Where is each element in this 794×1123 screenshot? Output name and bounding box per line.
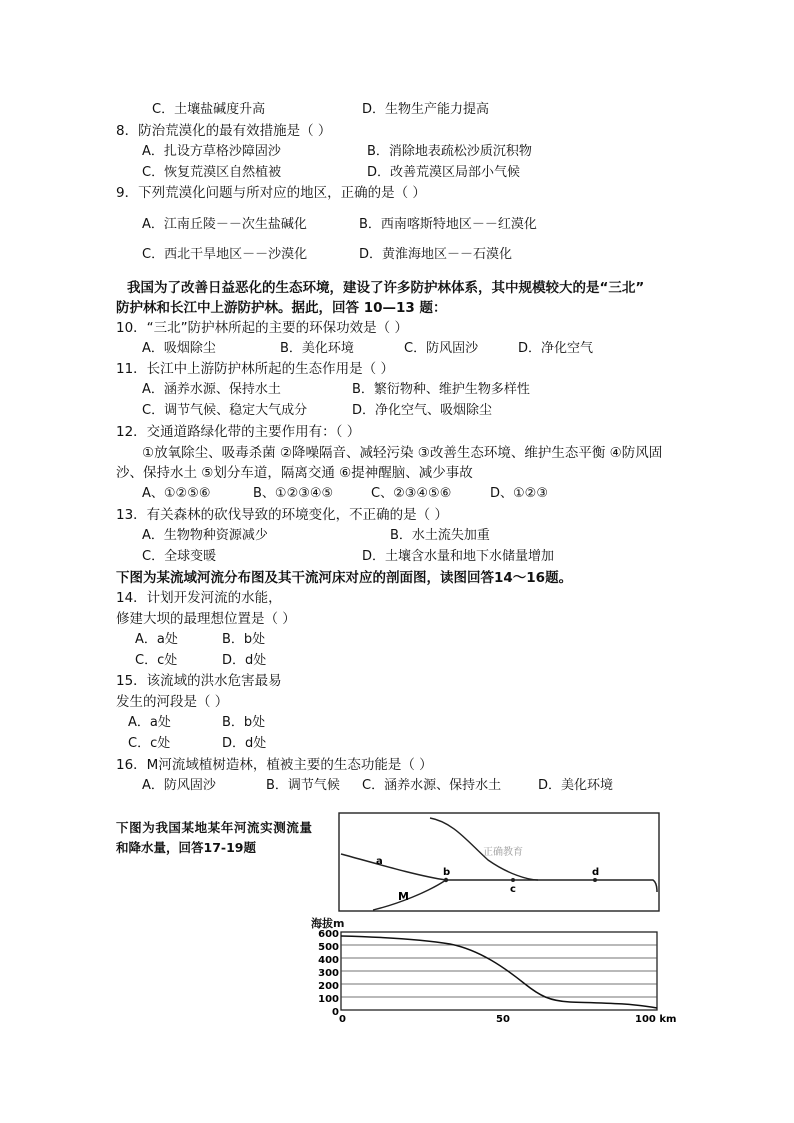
q12-option-c: C、②③④⑤⑥ [371,486,452,501]
ytick-300: 300 [318,968,339,979]
q7-option-d: D．生物生产能力提高 [362,102,490,117]
q10-stem: 10．“三北”防护林所起的主要的环保功效是（ ） [116,320,408,336]
section-intro-17-19: 下图为我国某地某年河流实测流量和降水量，回答17-19题 [116,820,312,855]
q8-stem: 8．防治荒漠化的最有效措施是（ ） [116,123,332,139]
q15-option-a: A．a处 [128,715,171,730]
q12-stem: 12．交通道路绿化带的主要作用有：（ ） [116,424,361,440]
xtick-100km: 100 km [635,1014,677,1025]
label-b: b [443,867,451,878]
q13-option-d: D．土壤含水量和地下水储量增加 [362,549,555,564]
q13-option-a: A．生物物种资源减少 [142,528,268,543]
profile-y-axis-label: 海拔m [311,917,345,930]
q8-option-d: D．改善荒漠区局部小气候 [367,165,521,180]
q14-option-b: B．b处 [222,632,266,647]
river-basin-map [338,812,662,914]
section-intro-10-13-line2: 防护林和长江中上游防护林。据此，回答 10—13 题： [116,300,447,316]
q11-option-c: C．调节气候、稳定大气成分 [142,403,308,418]
ytick-500: 500 [318,942,339,953]
q16-option-c: C．涵养水源、保持水土 [362,778,502,793]
watermark-text: 正确教育 [483,847,523,858]
q12-option-b: B、①②③④⑤ [253,486,334,501]
q16-option-b: B．调节气候 [266,778,340,793]
q14-stem-line2: 修建大坝的最理想位置是（ ） [116,611,296,627]
q15-option-c: C．c处 [128,736,171,751]
q12-option-a: A、①②⑤⑥ [142,486,211,501]
q10-option-c: C．防风固沙 [404,341,479,356]
q15-option-b: B．b处 [222,715,266,730]
q14-option-a: A．a处 [135,632,178,647]
ytick-100: 100 [318,994,339,1005]
ytick-400: 400 [318,955,339,966]
q9-option-a: A．江南丘陵－－次生盐碱化 [142,217,307,232]
xtick-0: 0 [339,1014,346,1025]
q15-option-d: D．d处 [222,736,267,751]
label-d: d [592,867,600,878]
q10-option-b: B．美化环境 [280,341,354,356]
q8-option-b: B．消除地表疏松沙质沉积物 [367,144,532,159]
q13-option-c: C．全球变暖 [142,549,217,564]
xtick-50: 50 [496,1014,510,1025]
label-c: c [510,884,516,895]
q12-choices-line2: 沙、保持水土 ⑤划分车道，隔离交通 ⑥提神醒脑、减少事故 [116,465,473,481]
ytick-200: 200 [318,981,339,992]
q12-option-d: D、①②③ [490,486,548,501]
q11-stem: 11．长江中上游防护林所起的生态作用是（ ） [116,361,394,377]
q10-option-d: D．净化空气 [518,341,594,356]
q9-stem: 9．下列荒漠化问题与所对应的地区，正确的是（ ） [116,185,426,201]
q15-stem-line2: 发生的河段是（ ） [116,694,229,710]
q13-stem: 13．有关森林的砍伐导致的环境变化，不正确的是（ ） [116,507,448,523]
q8-option-c: C．恢复荒漠区自然植被 [142,165,282,180]
elevation-profile-chart [310,928,690,1026]
q12-choices-line1: ①放氧除尘、吸毒杀菌 ②降噪隔音、减轻污染 ③改善生态环境、维护生态平衡 ④防风固 [142,445,663,461]
q10-option-a: A．吸烟除尘 [142,341,216,356]
map-frame [339,813,659,911]
q14-stem-line1: 14．计划开发河流的水能， [116,590,282,606]
q11-option-b: B．繁衍物种、维护生物多样性 [352,382,530,397]
q11-option-d: D．净化空气、吸烟除尘 [352,403,493,418]
q8-option-a: A．扎设方草格沙障固沙 [142,144,281,159]
q14-option-c: C．c处 [135,653,178,668]
label-m: M [398,890,409,903]
ytick-600: 600 [318,929,339,940]
q14-option-d: D．d处 [222,653,267,668]
point-d-marker [593,878,597,882]
q9-option-c: C．西北干旱地区－－沙漠化 [142,247,308,262]
q16-option-a: A．防风固沙 [142,778,216,793]
q15-stem-line1: 15．该流域的洪水危害最易 [116,673,282,689]
q9-option-d: D．黄淮海地区－－石漠化 [359,247,513,262]
section-intro-10-13-line1: 我国为了改善日益恶化的生态环境，建设了许多防护林体系，其中规模较大的是“三北” [127,280,645,296]
q9-option-b: B．西南喀斯特地区－－红漠化 [359,217,537,232]
point-c-marker [511,878,515,882]
q16-stem: 16．M河流域植树造林，植被主要的生态功能是（ ） [116,757,433,773]
q16-option-d: D．美化环境 [538,778,614,793]
section-intro-14-16: 下图为某流域河流分布图及其干流河床对应的剖面图，读图回答14～16题。 [116,570,573,586]
q13-option-b: B．水土流失加重 [390,528,490,543]
q11-option-a: A．涵养水源、保持水土 [142,382,281,397]
point-b-marker [444,878,448,882]
q7-option-c: C．土壤盐碱度升高 [152,102,266,117]
ytick-0: 0 [332,1007,339,1018]
label-a: a [376,856,383,867]
